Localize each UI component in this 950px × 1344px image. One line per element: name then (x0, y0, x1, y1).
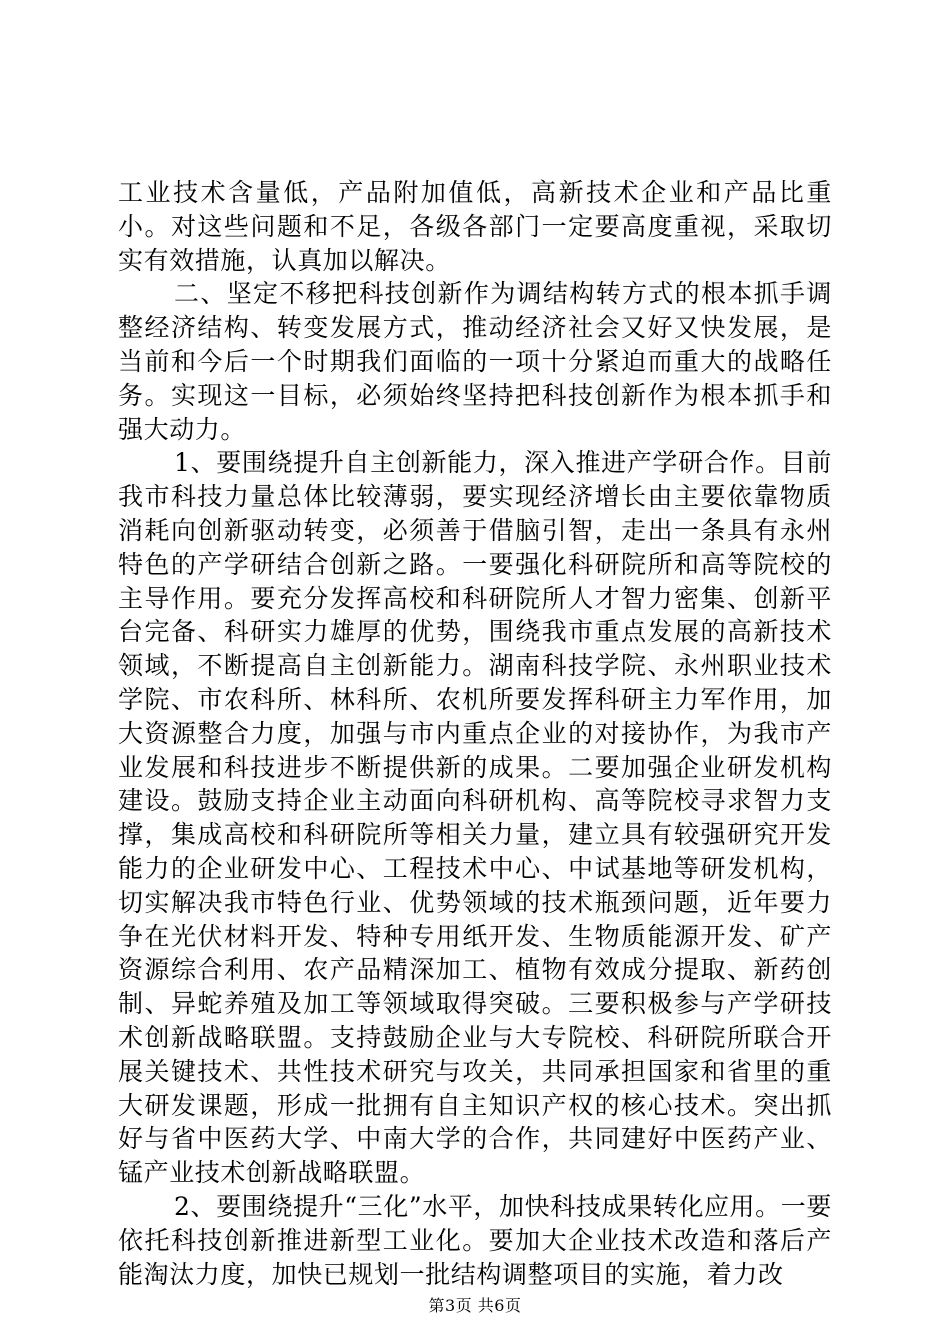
paragraph-section-two: 二、坚定不移把科技创新作为调结构转方式的根本抓手调整经济结构、转变发展方式，推动经济社会又好又快发展，是当前和今后一个时期我们面临的一项十分紧迫而重大的战略任务。实现这一目标，必须始终坚持把科技创新作为根本抓手和强大动力。 (118, 279, 832, 444)
document-body (118, 176, 832, 1291)
page-number-footer: 第3页 共6页 (428, 1296, 522, 1315)
paragraph-item-two: 2、要围绕提升“三化”水平，加快科技成果转化应用。一要依托科技创新推进新型工业化。要加大企业技术改造和落后产能淘汰力度，加快已规划一批结构调整项目的实施，着力改 (118, 1191, 832, 1289)
paragraph-item-one: 1、要围绕提升自主创新能力，深入推进产学研合作。目前我市科技力量总体比较薄弱，要实现经济增长由主要依靠物质消耗向创新驱动转变，必须善于借脑引智，走出一条具有永州特色的产学研结合创新之路。一要强化科研院所和高等院校的主导作用。要充分发挥高校和科研院所人才智力密集、创新平台完备、科研实力雄厚的优势，围绕我市重点发展的高新技术领域，不断提高自主创新能力。湖南科技学院、永州职业技术学院、市农科所、林科所、农机所要发挥科研主力军作用，加大资源整合力度，加强与市内重点企业的对接协作，为我市产业发展和科技进步不断提供新的成果。二要加强企业研发机构建设。鼓励支持企业主动面向科研机构、高等院校寻求智力支撑，集成高校和科研院所等相关力量，建立具有较强研究开发能力的企业研发中心、工程技术中心、中试基地等研发机构，切实解决我市特色行业、优势领域的技术瓶颈问题，近年要力争在光伏材料开发、特种专用纸开发、生物质能源开发、矿产资源综合利用、农产品精深加工、植物有效成分提取、新药创制、异蛇养殖及加工等领域取得突破。三要积极参与产学研技术创新战略联盟。支持鼓励企业与大专院校、科研院所联合开展关键技术、共性技术研究与攻关，共同承担国家和省里的重大研发课题，形成一批拥有自主知识产权的核心技术。突出抓好与省中医药大学、中南大学的合作，共同建好中医药产业、锰产业技术创新战略联盟。 (118, 448, 832, 1188)
paragraph-continuation: 工业技术含量低，产品附加值低，高新技术企业和产品比重小。对这些问题和不足，各级各部门一定要高度重视，采取切实有效措施，认真加以解决。 (118, 178, 832, 275)
